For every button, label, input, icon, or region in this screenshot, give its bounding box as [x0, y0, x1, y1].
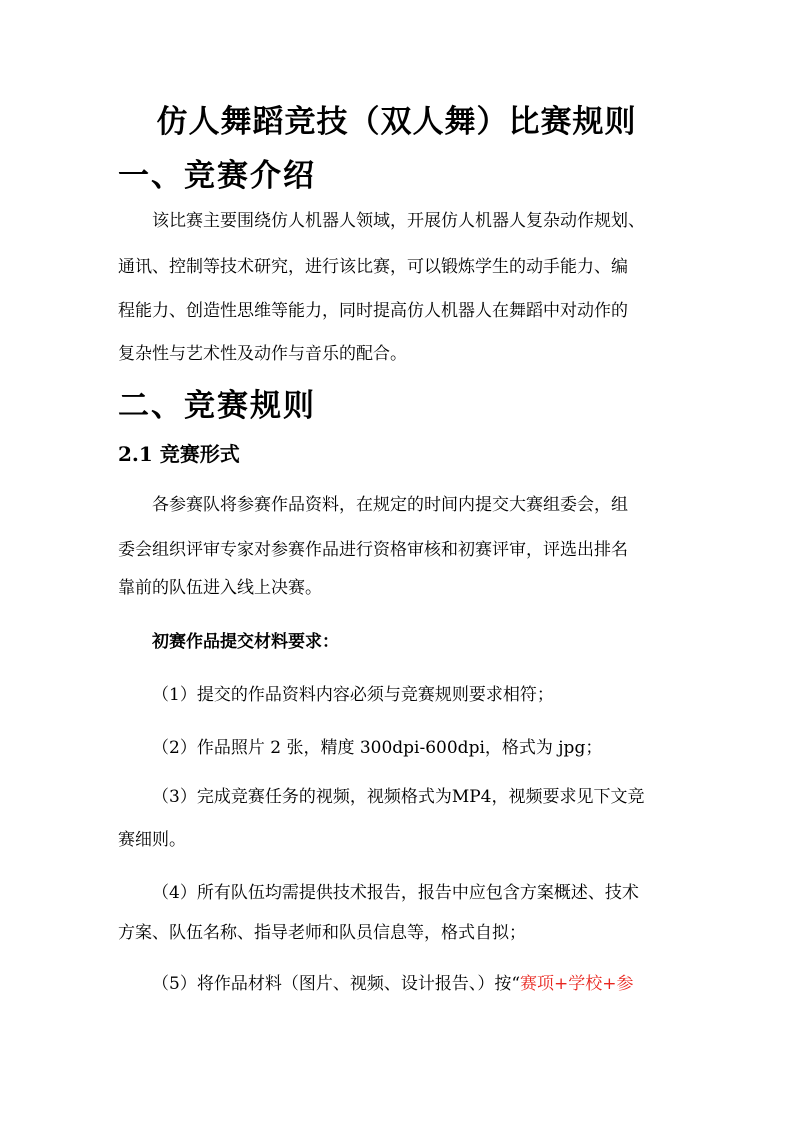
section-heading-rules: 二、竞赛规则	[118, 388, 316, 424]
requirement-item-4-continued: 方案、队伍名称、指导老师和队员信息等，格式自拟；	[118, 923, 526, 943]
requirement-item-2: （2）作品照片 2 张，精度 300dpi-600dpi，格式为 jpg；	[152, 738, 603, 758]
format-paragraph-line: 委会组织评审专家对参赛作品进行资格审核和初赛评审，评选出排名	[118, 540, 628, 560]
section-heading-intro: 一、竞赛介绍	[118, 158, 316, 194]
requirement-item-4: （4）所有队伍均需提供技术报告，报告中应包含方案概述、技术	[152, 883, 639, 903]
document-title: 仿人舞蹈竞技（双人舞）比赛规则	[156, 104, 637, 140]
materials-heading: 初赛作品提交材料要求：	[152, 632, 339, 652]
subsection-heading-format: 2.1 竞赛形式	[118, 442, 240, 466]
format-paragraph-line: 各参赛队将参赛作品资料，在规定的时间内提交大赛组委会，组	[152, 495, 628, 515]
highlighted-naming-rule: 赛项+学校+参	[520, 974, 634, 994]
intro-paragraph-line: 通讯、控制等技术研究，进行该比赛，可以锻炼学生的动手能力、编	[118, 257, 628, 277]
requirement-item-3-continued: 赛细则。	[118, 830, 186, 850]
intro-paragraph-line: 复杂性与艺术性及动作与音乐的配合。	[118, 344, 407, 364]
requirement-item-1: （1）提交的作品资料内容必须与竞赛规则要求相符；	[152, 685, 554, 705]
requirement-item-3: （3）完成竞赛任务的视频，视频格式为MP4，视频要求见下文竞	[152, 787, 645, 807]
intro-paragraph-line: 程能力、创造性思维等能力，同时提高仿人机器人在舞蹈中对动作的	[118, 301, 628, 321]
intro-paragraph-line: 该比赛主要围绕仿人机器人领域，开展仿人机器人复杂动作规划、	[152, 211, 645, 231]
format-paragraph-line: 靠前的队伍进入线上决赛。	[118, 578, 322, 598]
requirement-item-5	[152, 969, 712, 994]
requirement-item-5-text: （5）将作品材料（图片、视频、设计报告、）按“	[152, 974, 521, 994]
